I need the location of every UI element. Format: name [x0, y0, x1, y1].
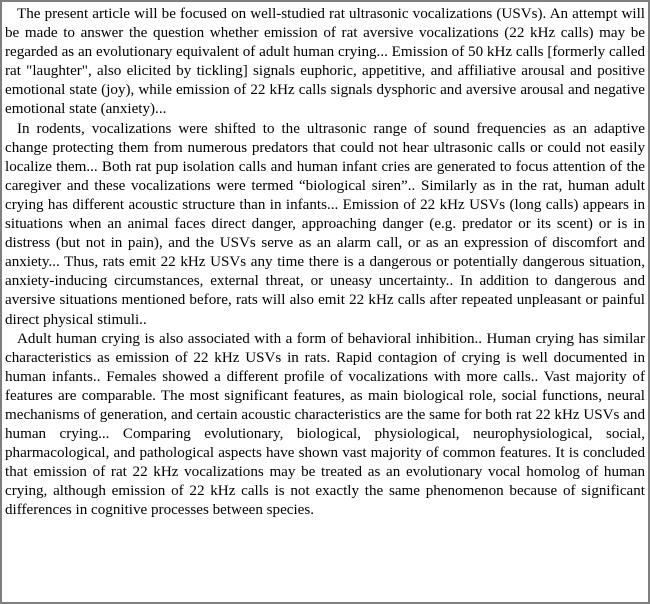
document-text: [5, 5, 645, 521]
paragraph-1: The present article will be focused on well-studied rat ultrasonic vocalizations (USVs). An attempt will be made to answer the question whether emission of rat aversive vocalizations (22 kHz calls) may be regarded as an evolutionary equivalent of adult human crying... Emission of 50 kHz calls [formerly called rat "laughter", also elicited by tickling] signals euphoric, appetitive, and affiliative arousal and positive emotional state (joy), while emission of 22 kHz calls signals dysphoric and aversive arousal and negative emotional state (anxiety)...: [5, 6, 645, 118]
paragraph-3: Adult human crying is also associated with a form of behavioral inhibition.. Human crying has similar characteristics as emission of 22 kHz USVs in rats. Rapid contagion of crying is well documented in human infants.. Females showed a different profile of vocalizations with more calls.. Vast majority of features are comparable. The most significant features, as main biological role, social functions, neural mechanisms of generation, and certain acoustic characteristics are the same for both rat 22 kHz USVs and human crying... Comparing evolutionary, biological, physiological, neurophysiological, social, pharmacological, and pathological aspects have shown vast majority of common features. It is concluded that emission of rat 22 kHz vocalizations may be treated as an evolutionary vocal homolog of human crying, although emission of 22 kHz calls is not exactly the same phenomenon because of significant differences in cognitive processes between species.: [5, 330, 645, 519]
paragraph-2: In rodents, vocalizations were shifted to the ultrasonic range of sound frequencies as an adaptive change protecting them from numerous predators that could not hear ultrasonic calls or could not easily localize them... Both rat pup isolation calls and human infant cries are generated to focus attention of the caregiver and these vocalizations were termed “biological siren”.. Similarly as in the rat, human adult crying has different acoustic structure than in infants... Emission of 22 kHz USVs (long calls) appears in situations when an animal faces direct danger, approaching danger (e.g. predator or its scent) or is in distress (but not in pain), and the USVs serve as an alarm call, or as an expression of discomfort and anxiety... Thus, rats emit 22 kHz USVs any time there is a dangerous or potentially dangerous situation, anxiety-inducing circumstances, external threat, or uneasy uncertainty.. In addition to dangerous and aversive situations mentioned before, rats will also emit 22 kHz calls after repeated unpleasant or painful direct physical stimuli..: [5, 120, 645, 328]
